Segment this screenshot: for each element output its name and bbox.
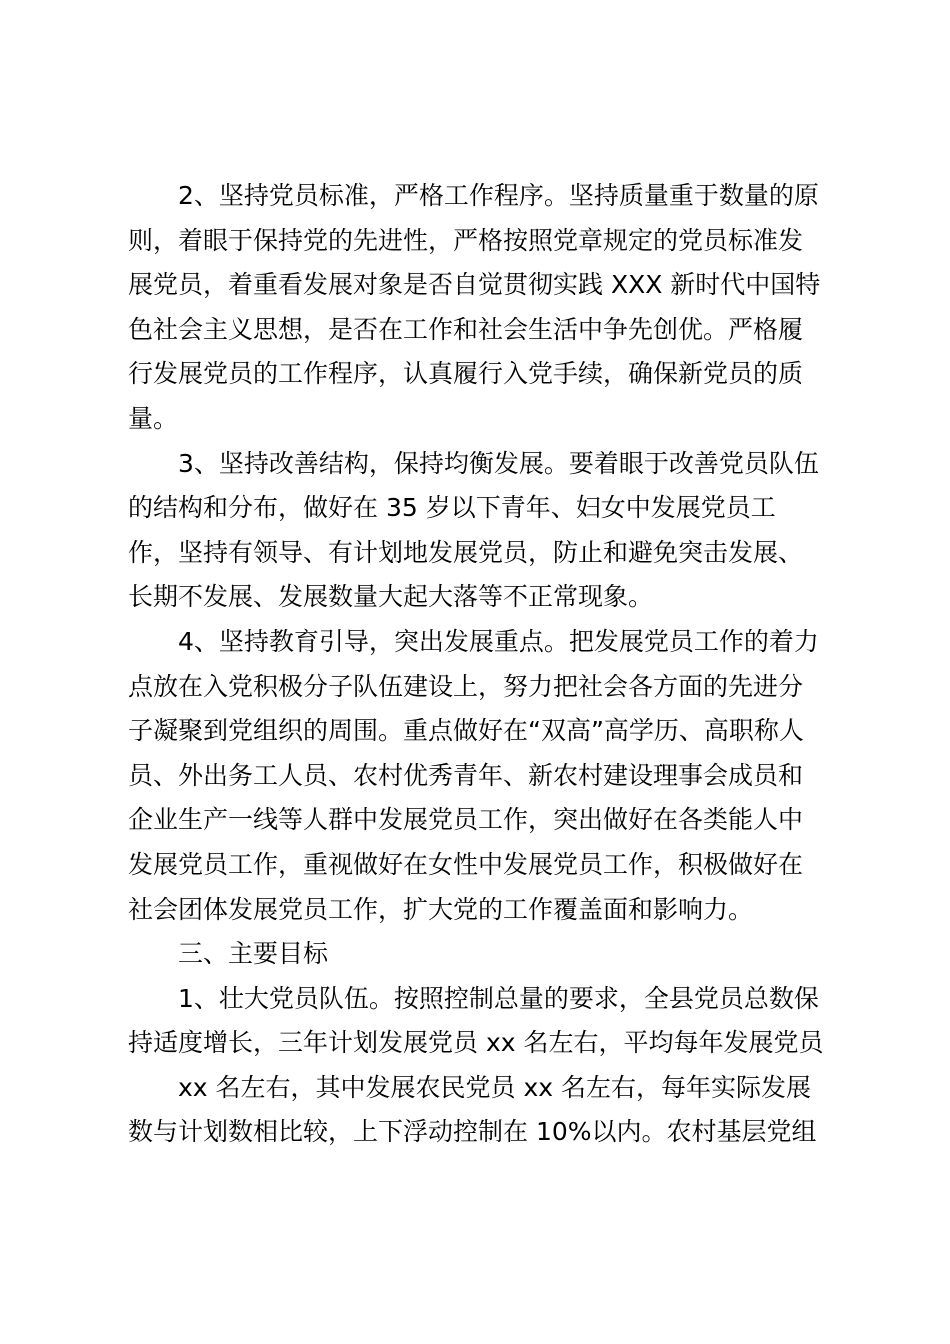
text-line: 作，坚持有领导、有计划地发展党员，防止和避免突击发展、 — [128, 537, 804, 567]
paragraph — [128, 1066, 830, 1155]
text-line: 4、坚持教育引导，突出发展重点。把发展党员工作的着力 — [178, 626, 819, 656]
text-line: 2、坚持党员标准，严格工作程序。坚持质量重于数量的原 — [178, 181, 819, 210]
paragraph — [128, 442, 830, 620]
text-line: 员、外出务工人员、农村优秀青年、新农村建设理事会成员和 — [128, 760, 804, 790]
text-line: 子凝聚到党组织的周围。重点做好在“双高”高学历、高职称人 — [128, 716, 804, 746]
text-line: 1、壮大党员队伍。按照控制总量的要求，全县党员总数保 — [178, 983, 819, 1013]
paragraph — [128, 174, 830, 442]
text-line: 三、主要目标 — [178, 939, 329, 969]
text-line: 量。 — [128, 403, 179, 433]
text-line: 则，着眼于保持党的先进性，严格按照党章规定的党员标准发 — [128, 225, 804, 255]
text-line: 数与计划数相比较，上下浮动控制在 10%以内。农村基层党组 — [128, 1117, 817, 1147]
text-line: 社会团体发展党员工作，扩大党的工作覆盖面和影响力。 — [128, 894, 754, 924]
text-line: 3、坚持改善结构，保持均衡发展。要着眼于改善党员队伍 — [178, 448, 819, 478]
text-line: 的结构和分布，做好在 35 岁以下青年、妇女中发展党员工 — [128, 493, 776, 523]
text-line: 企业生产一线等人群中发展党员工作，突出做好在各类能人中 — [128, 805, 804, 835]
text-line: 展党员，着重看发展对象是否自觉贯彻实践 XXX 新时代中国特 — [128, 270, 821, 300]
text-line: xx 名左右，其中发展农民党员 xx 名左右，每年实际发展 — [178, 1072, 812, 1102]
paragraph — [128, 620, 830, 932]
text-line: 色社会主义思想，是否在工作和社会生活中争先创优。严格履 — [128, 314, 804, 344]
paragraph — [128, 932, 830, 977]
document-body — [128, 174, 830, 1155]
text-line: 长期不发展、发展数量大起大落等不正常现象。 — [128, 582, 654, 612]
text-line: 持适度增长，三年计划发展党员 xx 名左右，平均每年发展党员 — [128, 1028, 824, 1058]
paragraph — [128, 977, 830, 1066]
text-line: 点放在入党积极分子队伍建设上，努力把社会各方面的先进分 — [128, 671, 804, 701]
text-line: 发展党员工作，重视做好在女性中发展党员工作，积极做好在 — [128, 849, 804, 879]
text-line: 行发展党员的工作程序，认真履行入党手续，确保新党员的质 — [128, 359, 804, 389]
